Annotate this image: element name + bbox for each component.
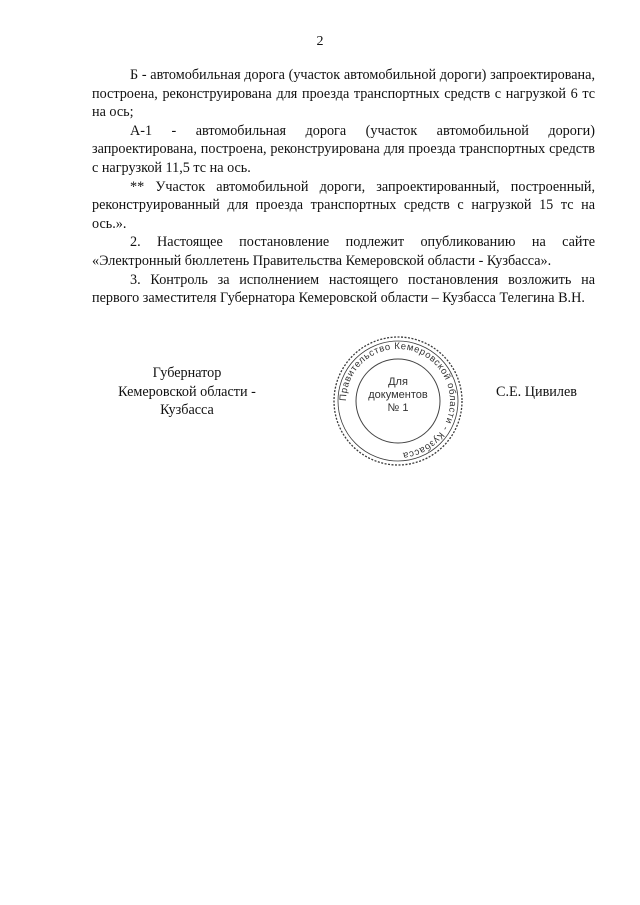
paragraph-road-category-a1: А-1 - автомобильная дорога (участок автомобильной дороги) запроектирована, построена, реконструирована для проезда транспортных средств с нагрузкой 11,5 тс на ось.: [92, 122, 595, 176]
seal-center-line3: № 1: [387, 402, 409, 414]
seal-center-line2: документов: [368, 389, 428, 401]
paragraph-control: 3. Контроль за исполнением настоящего постановления возложить на первого заместителя Губернатора Кемеровской области – Кузбасса Телегина В.Н.: [92, 271, 595, 307]
signatory-name: С.Е. Цивилев: [496, 384, 577, 400]
seal-center-line1: Для: [388, 376, 408, 388]
seal-ring-text: Правительство Кемеровской области - Кузбасса: [337, 340, 459, 461]
seal-center-text: [330, 376, 466, 415]
signatory-title: [92, 364, 282, 420]
signatory-title-line2: Кемеровской области - Кузбасса: [118, 383, 256, 419]
signatory-title-line1: Губернатор: [152, 365, 222, 381]
paragraph-publication: 2. Настоящее постановление подлежит опубликованию на сайте «Электронный бюллетень Правительства Кемеровской области - Кузбасса».: [92, 234, 595, 269]
paragraph-footnote-15tc: ** Участок автомобильной дороги, запроектированный, построенный, реконструированный для проезда транспортных средств с нагрузкой 15 тс на ось.».: [92, 178, 595, 232]
paragraph-road-category-b: Б - автомобильная дорога (участок автомобильной дороги) запроектирована, построена, реконструирована для проезда транспортных средств с нагрузкой 6 тс на ось;: [92, 67, 595, 121]
document-body: [92, 66, 595, 308]
page-number: 2: [316, 34, 324, 49]
official-seal-stamp: [330, 333, 466, 469]
